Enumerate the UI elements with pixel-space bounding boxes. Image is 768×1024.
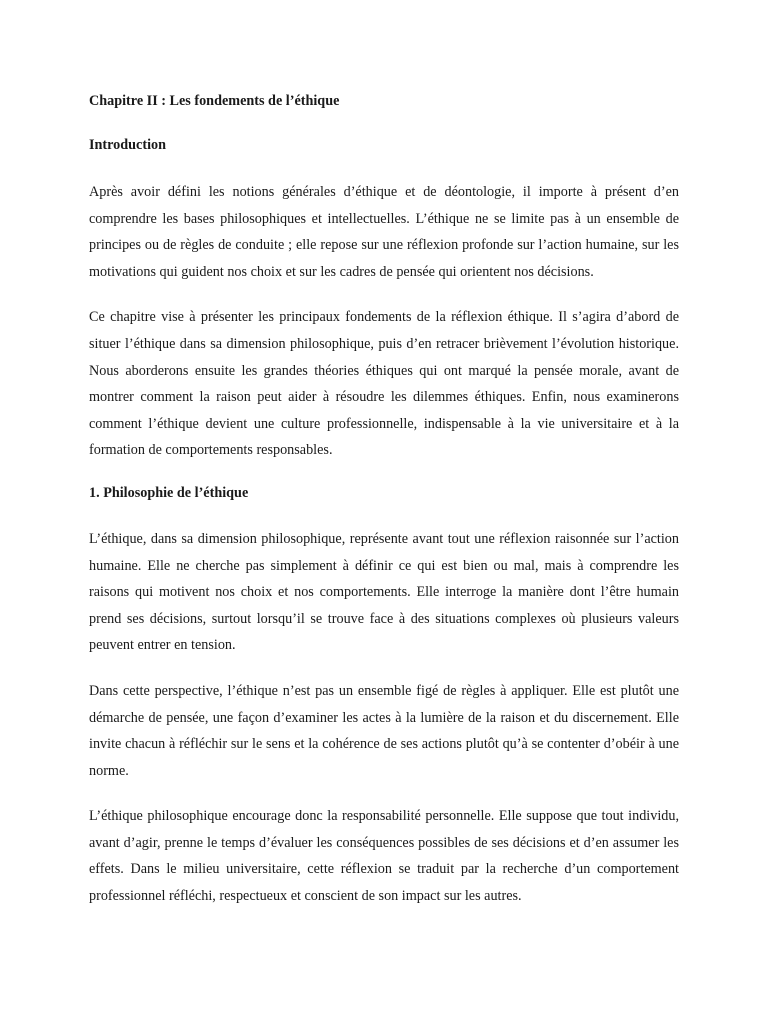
section1-paragraph-1: L’éthique, dans sa dimension philosophique, représente avant tout une réflexion raisonnée sur l’action humaine. Elle ne cherche pas simplement à définir ce qui est bien ou mal, mais à comprendre les raisons qui motivent nos choix et nos comportements. Elle interroge la manière dont l’être humain prend ses décisions, surtout lorsqu’il se trouve face à des situations complexes où plusieurs valeurs peuvent entrer en tension. [89, 530, 679, 654]
section1-paragraph-2: Dans cette perspective, l’éthique n’est pas un ensemble figé de règles à appliquer. Elle est plutôt une démarche de pensée, une façon d’examiner les actes à la lumière de la raison et du discernement. Elle invite chacun à réfléchir sur le sens et la cohérence de ses actions plutôt qu’à se contenter d’obéir à une norme. [89, 682, 679, 779]
section-heading-philosophie: 1. Philosophie de l’éthique [89, 484, 249, 501]
introduction-heading: Introduction [89, 137, 166, 153]
chapter-title: Chapitre II : Les fondements de l’éthique [89, 93, 340, 109]
introduction-paragraph-2: Ce chapitre vise à présenter les principaux fondements de la réflexion éthique. Il s’agira d’abord de situer l’éthique dans sa dimension philosophique, puis d’en retracer brièvement l’évolution historique. Nous aborderons ensuite les grandes théories éthiques qui ont marqué la pensée morale, avant de montrer comment la raison peut aider à résoudre les dilemmes éthiques. Enfin, nous examinerons comment l’éthique devient une culture professionnelle, indispensable à la vie universitaire et à la formation de comportements responsables. [89, 309, 679, 459]
section1-paragraph-3: L’éthique philosophique encourage donc la responsabilité personnelle. Elle suppose que tout individu, avant d’agir, prenne le temps d’évaluer les conséquences possibles de ses décisions et d’en assumer les effets. Dans le milieu universitaire, cette réflexion se traduit par la recherche d’un comportement professionnel réfléchi, respectueux et conscient de son impact sur les autres. [89, 808, 679, 905]
introduction-paragraph-1: Après avoir défini les notions générales d’éthique et de déontologie, il importe à présent d’en comprendre les bases philosophiques et intellectuelles. L’éthique ne se limite pas à un ensemble de principes ou de règles de conduite ; elle repose sur une réflexion profonde sur l’action humaine, sur les motivations qui guident nos choix et sur les cadres de pensée qui orientent nos décisions. [89, 184, 679, 280]
document-page [89, 91, 679, 929]
